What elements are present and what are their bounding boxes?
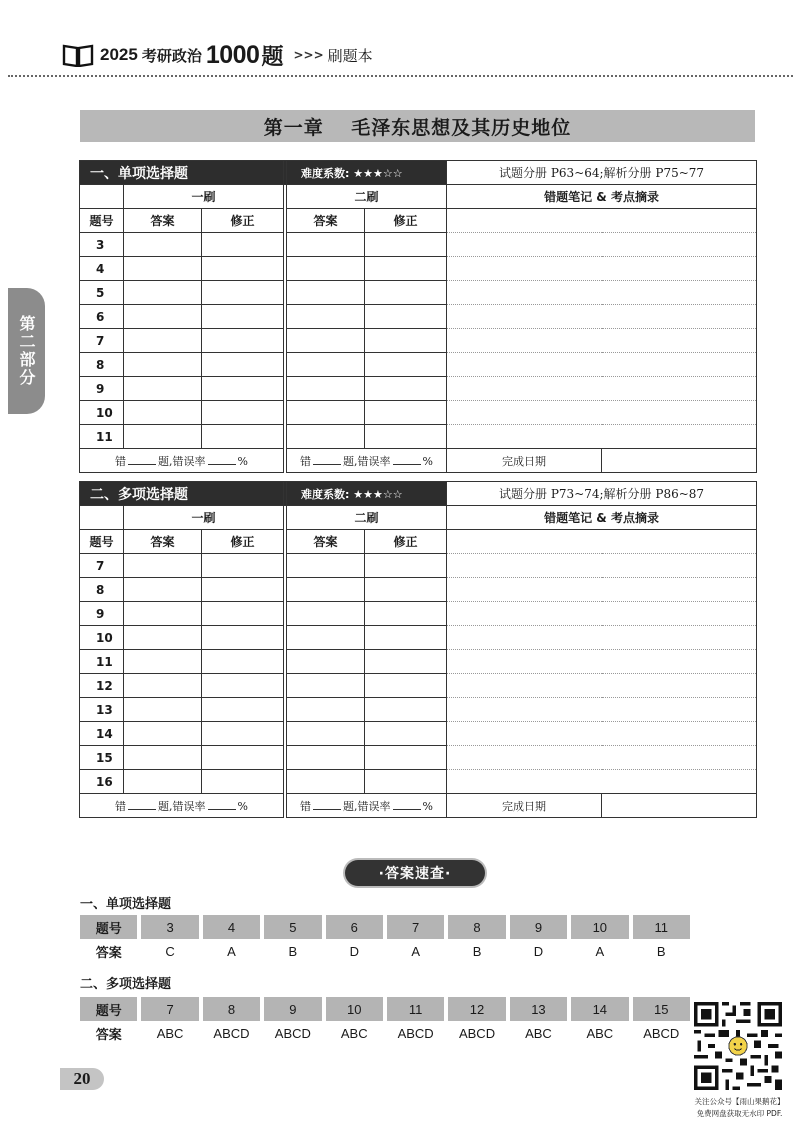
blank-line[interactable] — [128, 800, 156, 810]
question-number: 9 — [80, 602, 124, 626]
page-reference: 试题分册 P63~64;解析分册 P75~77 — [447, 161, 757, 185]
key-answer: ABC — [156, 1025, 184, 1041]
table-row — [80, 554, 757, 578]
correction-cell[interactable] — [365, 281, 447, 305]
chapter-banner — [80, 110, 755, 142]
key-number: 8 — [203, 997, 260, 1021]
answer-cell[interactable] — [287, 233, 365, 257]
notes-line[interactable] — [447, 674, 757, 698]
correction-cell[interactable] — [202, 425, 284, 449]
answer-cell[interactable] — [124, 353, 202, 377]
key-number: 8 — [448, 915, 505, 939]
blank-line[interactable] — [128, 455, 156, 465]
key-number: 6 — [326, 915, 383, 939]
notes-line[interactable] — [447, 554, 757, 578]
notes-line[interactable] — [447, 770, 757, 794]
correction-cell[interactable] — [365, 770, 447, 794]
answer-cell[interactable] — [287, 602, 365, 626]
key-number: 15 — [633, 997, 690, 1021]
answer-key-no-label: 题号 — [80, 915, 137, 939]
correction-cell[interactable] — [365, 626, 447, 650]
notes-line[interactable] — [447, 329, 757, 353]
page-header — [62, 40, 762, 70]
part-side-tab-label: 第二部分 — [17, 315, 36, 387]
table-row — [80, 353, 757, 377]
correction-cell[interactable] — [365, 257, 447, 281]
chapter-title: 第一章 毛泽东思想及其历史地位 — [263, 116, 572, 139]
key-number: 9 — [264, 997, 321, 1021]
key-answer: ABCD — [274, 1025, 311, 1041]
correction-cell[interactable] — [365, 425, 447, 449]
col-correction: 修正 — [202, 530, 284, 554]
key-answer: ABCD — [397, 1025, 434, 1041]
notes-line[interactable] — [447, 602, 757, 626]
blank-line[interactable] — [313, 455, 341, 465]
table-row — [80, 257, 757, 281]
blank-line[interactable] — [393, 800, 421, 810]
notes-header: 错题笔记 & 考点摘录 — [447, 185, 757, 209]
round2-header: 二刷 — [287, 185, 447, 209]
notes-line[interactable] — [447, 281, 757, 305]
notes-line[interactable] — [447, 233, 757, 257]
notes-line[interactable] — [447, 209, 757, 233]
correction-cell[interactable] — [202, 305, 284, 329]
answer-cell[interactable] — [287, 257, 365, 281]
round2-header: 二刷 — [287, 506, 447, 530]
answer-cell[interactable] — [287, 281, 365, 305]
answer-cell[interactable] — [287, 554, 365, 578]
key-number: 5 — [264, 915, 321, 939]
answer-cell[interactable] — [287, 329, 365, 353]
answer-cell[interactable] — [124, 554, 202, 578]
correction-cell[interactable] — [202, 674, 284, 698]
answer-cell[interactable] — [124, 233, 202, 257]
question-number: 9 — [80, 377, 124, 401]
key-answer: D — [349, 943, 359, 959]
section-title: 一、单项选择题 — [80, 161, 284, 185]
table-row — [80, 770, 757, 794]
summary-row — [80, 794, 757, 818]
key-answer: ABCD — [458, 1025, 496, 1041]
notes-line[interactable] — [447, 626, 757, 650]
page-reference: 试题分册 P73~74;解析分册 P86~87 — [447, 482, 757, 506]
table-row — [80, 722, 757, 746]
question-number: 4 — [80, 257, 124, 281]
correction-cell[interactable] — [202, 353, 284, 377]
notes-line[interactable] — [447, 377, 757, 401]
answer-cell[interactable] — [287, 722, 365, 746]
correction-cell[interactable] — [202, 401, 284, 425]
question-number: 8 — [80, 353, 124, 377]
answer-cell[interactable] — [287, 770, 365, 794]
table-row — [80, 578, 757, 602]
answer-key-no-label: 题号 — [80, 997, 137, 1021]
answer-cell[interactable] — [124, 257, 202, 281]
round2-error-summary: 错 题,错误率 % — [287, 794, 447, 818]
notes-line[interactable] — [447, 530, 757, 554]
answer-cell[interactable] — [287, 674, 365, 698]
qr-note — [682, 1096, 797, 1120]
answer-cell[interactable] — [287, 698, 365, 722]
correction-cell[interactable] — [365, 329, 447, 353]
key-number: 13 — [510, 997, 567, 1021]
answer-cell[interactable] — [124, 770, 202, 794]
answer-cell[interactable] — [124, 626, 202, 650]
answer-cell[interactable] — [287, 353, 365, 377]
table-row — [80, 329, 757, 353]
answer-cell[interactable] — [124, 578, 202, 602]
key-answer: A — [411, 943, 420, 959]
question-number: 3 — [80, 233, 124, 257]
table-row — [80, 746, 757, 770]
notes-line[interactable] — [447, 698, 757, 722]
finish-date-field[interactable] — [602, 794, 757, 818]
correction-cell[interactable] — [365, 650, 447, 674]
correction-cell[interactable] — [365, 401, 447, 425]
table-row — [80, 626, 757, 650]
answer-cell[interactable] — [124, 329, 202, 353]
question-number: 10 — [80, 401, 124, 425]
table-row — [80, 233, 757, 257]
answer-cell[interactable] — [287, 305, 365, 329]
answer-key-ans-label: 答案 — [95, 945, 122, 961]
finish-date-label: 完成日期 — [447, 794, 602, 818]
notes-line[interactable] — [447, 257, 757, 281]
header-subject: 考研政治 — [141, 46, 202, 65]
header-title-char: 题 — [261, 44, 284, 70]
correction-cell[interactable] — [365, 698, 447, 722]
correction-cell[interactable] — [202, 770, 284, 794]
correction-cell[interactable] — [202, 626, 284, 650]
key-answer: ABC — [586, 1025, 614, 1041]
col-answer: 答案 — [287, 209, 365, 233]
correction-cell[interactable] — [202, 698, 284, 722]
multi-answer-label: 二、多项选择题 — [80, 977, 172, 992]
table-row — [80, 650, 757, 674]
table-row — [80, 305, 757, 329]
key-answer: B — [656, 943, 666, 959]
correction-cell[interactable] — [202, 602, 284, 626]
correction-cell[interactable] — [202, 650, 284, 674]
notes-line[interactable] — [447, 353, 757, 377]
qr-note-line1: 关注公众号【雨山果鹅花】 — [694, 1097, 785, 1106]
col-correction: 修正 — [202, 209, 284, 233]
question-number: 7 — [80, 554, 124, 578]
header-arrow: >>> — [293, 48, 324, 62]
correction-cell[interactable] — [365, 722, 447, 746]
correction-cell[interactable] — [365, 746, 447, 770]
answer-cell[interactable] — [124, 602, 202, 626]
correction-cell[interactable] — [202, 257, 284, 281]
correction-cell[interactable] — [202, 746, 284, 770]
part-side-tab — [8, 288, 45, 414]
round1-error-summary: 错 题,错误率 % — [80, 449, 284, 473]
correction-cell[interactable] — [202, 722, 284, 746]
question-number: 7 — [80, 329, 124, 353]
difficulty-rating: 难度系数: ★★★☆☆ — [287, 482, 447, 506]
answer-cell[interactable] — [287, 626, 365, 650]
answer-cell[interactable] — [124, 698, 202, 722]
qr-code-icon[interactable] — [694, 1002, 782, 1090]
round1-header: 一刷 — [124, 185, 284, 209]
question-number: 12 — [80, 674, 124, 698]
header-year: 2025 — [100, 45, 138, 64]
round1-header: 一刷 — [124, 506, 284, 530]
col-correction: 修正 — [365, 530, 447, 554]
answer-key-ans-label: 答案 — [95, 1027, 122, 1043]
page-number: 20 — [60, 1068, 104, 1090]
table-row — [80, 281, 757, 305]
key-answer: B — [288, 943, 298, 959]
correction-cell[interactable] — [365, 233, 447, 257]
question-number: 11 — [80, 425, 124, 449]
round1-error-summary: 错 题,错误率 % — [80, 794, 284, 818]
notes-line[interactable] — [447, 425, 757, 449]
notes-line[interactable] — [447, 305, 757, 329]
header-book-name: 刷题本 — [327, 46, 373, 65]
answer-cell[interactable] — [124, 674, 202, 698]
col-correction: 修正 — [365, 209, 447, 233]
answer-key-title: ·答案速查· — [345, 860, 485, 886]
correction-cell[interactable] — [202, 554, 284, 578]
table-row — [80, 674, 757, 698]
key-number: 10 — [571, 915, 628, 939]
blank-line[interactable] — [208, 455, 236, 465]
key-number: 11 — [633, 915, 690, 939]
col-answer: 答案 — [124, 530, 202, 554]
key-number: 4 — [203, 915, 260, 939]
correction-cell[interactable] — [365, 554, 447, 578]
correction-cell[interactable] — [365, 674, 447, 698]
open-book-icon — [62, 43, 94, 67]
key-number: 3 — [141, 915, 198, 939]
finish-date-field[interactable] — [602, 449, 757, 473]
header-divider — [8, 75, 793, 77]
correction-cell[interactable] — [202, 233, 284, 257]
table-row — [80, 377, 757, 401]
key-answer: ABC — [340, 1025, 368, 1041]
answer-cell[interactable] — [287, 578, 365, 602]
answer-cell[interactable] — [124, 650, 202, 674]
round2-error-summary: 错 题,错误率 % — [287, 449, 447, 473]
correction-cell[interactable] — [365, 578, 447, 602]
key-number: 10 — [326, 997, 383, 1021]
answer-cell[interactable] — [287, 425, 365, 449]
header-number: 1000 — [205, 40, 260, 69]
key-number: 9 — [510, 915, 567, 939]
correction-cell[interactable] — [365, 602, 447, 626]
notes-line[interactable] — [447, 401, 757, 425]
notes-line[interactable] — [447, 746, 757, 770]
answer-cell[interactable] — [287, 650, 365, 674]
col-question-no: 题号 — [80, 530, 124, 554]
question-number: 16 — [80, 770, 124, 794]
correction-cell[interactable] — [365, 377, 447, 401]
answer-cell[interactable] — [124, 281, 202, 305]
correction-cell[interactable] — [202, 329, 284, 353]
blank-line[interactable] — [208, 800, 236, 810]
notes-line[interactable] — [447, 578, 757, 602]
question-number: 5 — [80, 281, 124, 305]
table-row — [80, 698, 757, 722]
multi-answer-key — [80, 997, 690, 1045]
correction-cell[interactable] — [202, 578, 284, 602]
correction-cell[interactable] — [202, 377, 284, 401]
correction-cell[interactable] — [365, 305, 447, 329]
answer-cell[interactable] — [287, 746, 365, 770]
answer-cell[interactable] — [124, 305, 202, 329]
key-number: 14 — [571, 997, 628, 1021]
blank-line[interactable] — [313, 800, 341, 810]
qr-note-line2: 免费网盘获取无水印 PDF. — [696, 1109, 783, 1118]
key-number: 12 — [448, 997, 505, 1021]
col-answer: 答案 — [124, 209, 202, 233]
key-answer: ABCD — [643, 1025, 680, 1041]
col-question-no: 题号 — [80, 209, 124, 233]
key-answer: ABC — [525, 1025, 552, 1041]
question-number: 8 — [80, 578, 124, 602]
multiple-choice-table — [79, 481, 757, 818]
question-number: 6 — [80, 305, 124, 329]
key-answer: C — [165, 943, 175, 959]
question-number: 14 — [80, 722, 124, 746]
key-number: 7 — [387, 915, 444, 939]
question-number: 10 — [80, 626, 124, 650]
key-number: 11 — [387, 997, 444, 1021]
table-row — [80, 425, 757, 449]
answer-cell[interactable] — [124, 377, 202, 401]
blank-line[interactable] — [393, 455, 421, 465]
single-answer-key — [80, 915, 690, 963]
notes-line[interactable] — [447, 722, 757, 746]
col-answer: 答案 — [287, 530, 365, 554]
key-answer: A — [595, 943, 605, 959]
key-answer: B — [472, 943, 482, 959]
summary-row — [80, 449, 757, 473]
answer-cell[interactable] — [287, 401, 365, 425]
answer-cell[interactable] — [124, 746, 202, 770]
single-answer-label: 一、单项选择题 — [80, 897, 172, 912]
answer-cell[interactable] — [124, 425, 202, 449]
correction-cell[interactable] — [202, 281, 284, 305]
notes-header: 错题笔记 & 考点摘录 — [447, 506, 757, 530]
key-number: 7 — [141, 997, 198, 1021]
difficulty-rating: 难度系数: ★★★☆☆ — [287, 161, 447, 185]
question-number: 15 — [80, 746, 124, 770]
notes-line[interactable] — [447, 650, 757, 674]
question-number: 13 — [80, 698, 124, 722]
table-row — [80, 401, 757, 425]
table-row — [80, 602, 757, 626]
key-answer: ABCD — [213, 1025, 250, 1041]
finish-date-label: 完成日期 — [447, 449, 602, 473]
key-answer: D — [533, 943, 544, 959]
key-answer: A — [227, 943, 236, 959]
answer-cell[interactable] — [287, 377, 365, 401]
section-title: 二、多项选择题 — [80, 482, 284, 506]
answer-cell[interactable] — [124, 722, 202, 746]
correction-cell[interactable] — [365, 353, 447, 377]
single-choice-table — [79, 160, 757, 473]
answer-cell[interactable] — [124, 401, 202, 425]
question-number: 11 — [80, 650, 124, 674]
